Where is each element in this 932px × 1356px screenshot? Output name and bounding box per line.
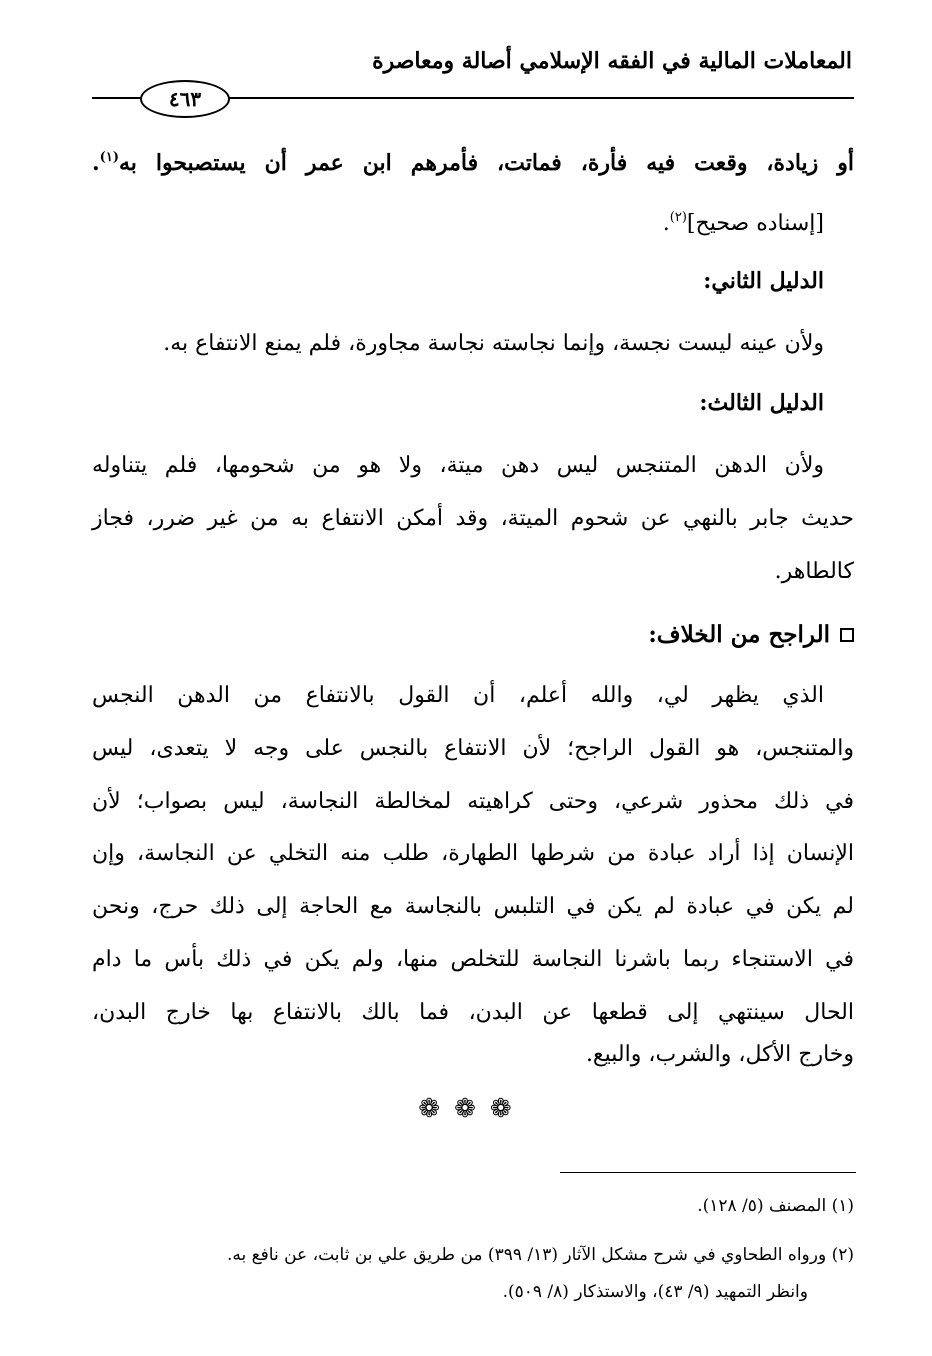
evidence-3-line-3: كالطاهر.	[774, 559, 854, 584]
preferred-heading	[648, 620, 854, 650]
evidence-3-heading: الدليل الثالث:	[699, 390, 824, 416]
preferred-line-3: في ذلك محذور شرعي، وحتى كراهيته لمخالطة النجاسة، ليس بصواب؛ لأن	[92, 789, 854, 814]
footnote-ref-1: (١)	[99, 150, 119, 165]
body-line-1	[92, 143, 854, 178]
footnote-2-line-2: وانظر التمهيد (٩/ ٤٣)، والاستذكار (٨/ ٥٠٩).	[502, 1282, 808, 1302]
preferred-line-7: الحال سينتهي إلى قطعها عن البدن، فما بالك بالانتفاع بها خارج البدن،	[92, 1000, 854, 1025]
body-line-2-text: [إسناده صحيح]	[686, 211, 824, 236]
footnote-2-line-1: (٢) ورواه الطحاوي في شرح مشكل الآثار (١٣/ ٣٩٩) من طريق علي بن ثابت، عن نافع به.	[226, 1245, 854, 1265]
page-number-text: ٤٦٣	[168, 87, 202, 111]
preferred-heading-text: الراجح من الخلاف:	[648, 621, 830, 648]
evidence-3-line-2: حديث جابر بالنهي عن شحوم الميتة، وقد أمكن الانتفاع به من غير ضرر، فجاز	[92, 506, 854, 531]
flower-ornament-icon: ❁	[454, 1094, 476, 1124]
footnote-ref-2: (٢)	[669, 210, 687, 225]
evidence-2-heading: الدليل الثاني:	[703, 268, 824, 294]
body-line-2	[663, 203, 824, 239]
page-number	[140, 80, 230, 118]
evidence-3-line-1: ولأن الدهن المتنجس ليس دهن ميتة، ولا هو من شحومها، فلم يتناوله	[92, 453, 824, 478]
preferred-line-6: في الاستنجاء ربما باشرنا النجاسة للتخلص منها، ولم يكن في ذلك بأس ما دام	[92, 947, 854, 972]
preferred-line-2: والمتنجس، هو القول الراجح؛ لأن الانتفاع بالنجس على وجه لا يتعدى، ليس	[92, 736, 854, 761]
preferred-line-4: الإنسان إذا أراد عبادة من شرطها الطهارة، طلب منه التخلي عن النجاسة، وإن	[92, 841, 854, 866]
preferred-line-1: الذي يظهر لي، والله أعلم، أن القول بالانتفاع من الدهن النجس	[92, 683, 824, 708]
square-bullet-icon	[840, 628, 854, 642]
preferred-line-8: وخارج الأكل، والشرب، والبيع.	[585, 1042, 854, 1067]
footnote-1: (١) المصنف (٥/ ١٢٨).	[697, 1196, 854, 1216]
flower-ornament-icon: ❁	[418, 1094, 441, 1124]
body-line-1-end: .	[92, 150, 100, 176]
evidence-2-text: ولأن عينه ليست نجسة، وإنما نجاسته نجاسة مجاورة، فلم يمنع الانتفاع به.	[163, 331, 824, 356]
body-line-1-text: أو زيادة، وقعت فيه فأرة، فماتت، فأمرهم ابن عمر أن يستصبحوا به	[118, 150, 854, 176]
section-ornaments	[390, 1094, 540, 1124]
preferred-line-5: لم يكن في عبادة لم يكن في التلبس بالنجاسة مع الحاجة إلى ذلك حرج، ونحن	[92, 894, 854, 919]
running-title: المعاملات المالية في الفقه الإسلامي أصالة ومعاصرة	[372, 48, 852, 74]
footnote-separator	[560, 1172, 856, 1173]
flower-ornament-icon: ❁	[489, 1094, 512, 1124]
body-line-2-end: .	[662, 211, 670, 236]
